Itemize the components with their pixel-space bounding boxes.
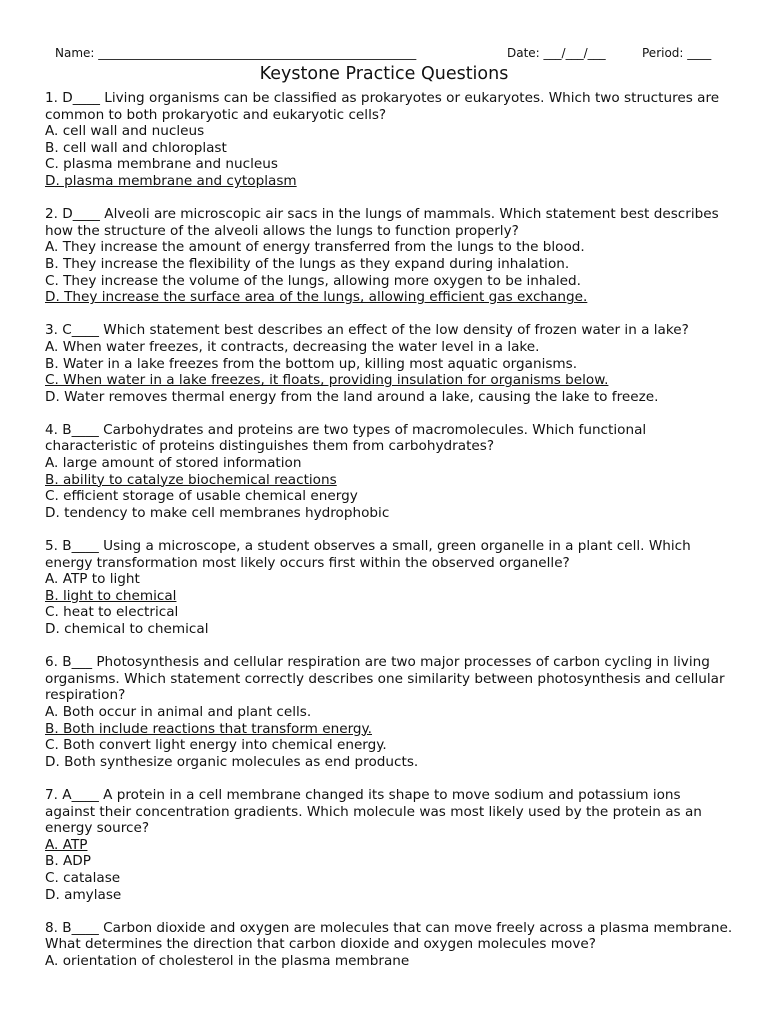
answer-option: D. tendency to make cell membranes hydrophobic (45, 504, 390, 521)
answer-option-correct: D. They increase the surface area of the lungs, allowing efficient gas exchange. (45, 289, 588, 306)
question-stem: 8. B____ Carbon dioxide and oxygen are molecules that can move freely across a plasma membrane. What determines the direction that carbon dioxide and oxygen molecules move? (45, 919, 733, 953)
answer-option-correct: A. ATP (45, 836, 88, 853)
answer-option-correct: C. When water in a lake freezes, it floats, providing insulation for organisms below. (45, 372, 609, 389)
answer-option: D. chemical to chemical (45, 621, 209, 637)
answer-option: C. They increase the volume of the lungs, allowing more oxygen to be inhaled. (45, 272, 581, 289)
question-3 (45, 322, 735, 405)
question-5 (45, 538, 735, 638)
answer-option-correct: B. Both include reactions that transform energy. (45, 720, 372, 737)
question-stem: 3. C____ Which statement best describes an effect of the low density of frozen water in a lake? (45, 322, 689, 339)
question-stem: 1. D____ Living organisms can be classified as prokaryotes or eukaryotes. Which two structures are common to both prokaryotic and eukaryotic cells? (45, 90, 720, 123)
answer-option: B. They increase the flexibility of the lungs as they expand during inhalation. (45, 255, 570, 272)
question-stem: 5. B____ Using a microscope, a student observes a small, green organelle in a plant cell. Which energy transformation most likely occurs first within the observed organelle? (45, 538, 691, 571)
period-field: Period: ____ (642, 46, 712, 60)
question-stem: 7. A____ A protein in a cell membrane changed its shape to move sodium and potassium ions against their concentration gradients. Which molecule was most likely used by the protein as an energy source? (45, 786, 702, 837)
question-stem: 4. B____ Carbohydrates and proteins are two types of macromolecules. Which functional characteristic of proteins distinguishes them from carbohydrates? (45, 421, 647, 455)
answer-option: A. They increase the amount of energy transferred from the lungs to the blood. (45, 239, 585, 256)
answer-option: A. ATP to light (45, 571, 140, 588)
answer-option: A. Both occur in animal and plant cells. (45, 703, 312, 720)
answer-option: B. ADP (45, 853, 91, 870)
answer-option: C. Both convert light energy into chemical energy. (45, 737, 387, 754)
answer-option: A. When water freezes, it contracts, decreasing the water level in a lake. (45, 338, 540, 355)
question-2 (45, 206, 735, 306)
answer-option: B. cell wall and chloroplast (45, 139, 227, 156)
answer-option-correct: B. light to chemical (45, 587, 177, 604)
question-8 (45, 920, 735, 970)
answer-option-correct: B. ability to catalyze biochemical reactions (45, 471, 337, 488)
answer-option: D. Water removes thermal energy from the land around a lake, causing the lake to freeze. (45, 388, 659, 405)
name-field: Name: _____________________________________________________ (55, 46, 417, 60)
answer-option: A. cell wall and nucleus (45, 123, 205, 140)
question-1 (45, 90, 735, 190)
question-4 (45, 422, 735, 522)
answer-option: D. amylase (45, 886, 122, 903)
question-list (45, 90, 735, 986)
date-field: Date: ___/___/___ (507, 46, 606, 60)
answer-option: A. large amount of stored information (45, 455, 302, 472)
answer-option: C. catalase (45, 869, 121, 886)
answer-option: D. Both synthesize organic molecules as end products. (45, 753, 419, 770)
answer-option: C. plasma membrane and nucleus (45, 156, 278, 173)
answer-option: C. heat to electrical (45, 604, 179, 621)
question-7 (45, 787, 735, 903)
page-title: Keystone Practice Questions (259, 64, 509, 84)
question-stem: 2. D____ Alveoli are microscopic air sacs in the lungs of mammals. Which statement best describes how the structure of the alveoli allows the lungs to function properly? (45, 206, 719, 239)
answer-option: A. orientation of cholesterol in the plasma membrane (45, 952, 410, 969)
question-stem: 6. B___ Photosynthesis and cellular respiration are two major processes of carbon cycling in living organisms. Which statement correctly describes one similarity between photosynthesis and cellular respiration? (45, 654, 725, 704)
answer-option: B. Water in a lake freezes from the bottom up, killing most aquatic organisms. (45, 355, 578, 372)
question-6 (45, 654, 735, 770)
answer-option: C. efficient storage of usable chemical energy (45, 488, 358, 505)
answer-option-correct: D. plasma membrane and cytoplasm (45, 172, 297, 189)
